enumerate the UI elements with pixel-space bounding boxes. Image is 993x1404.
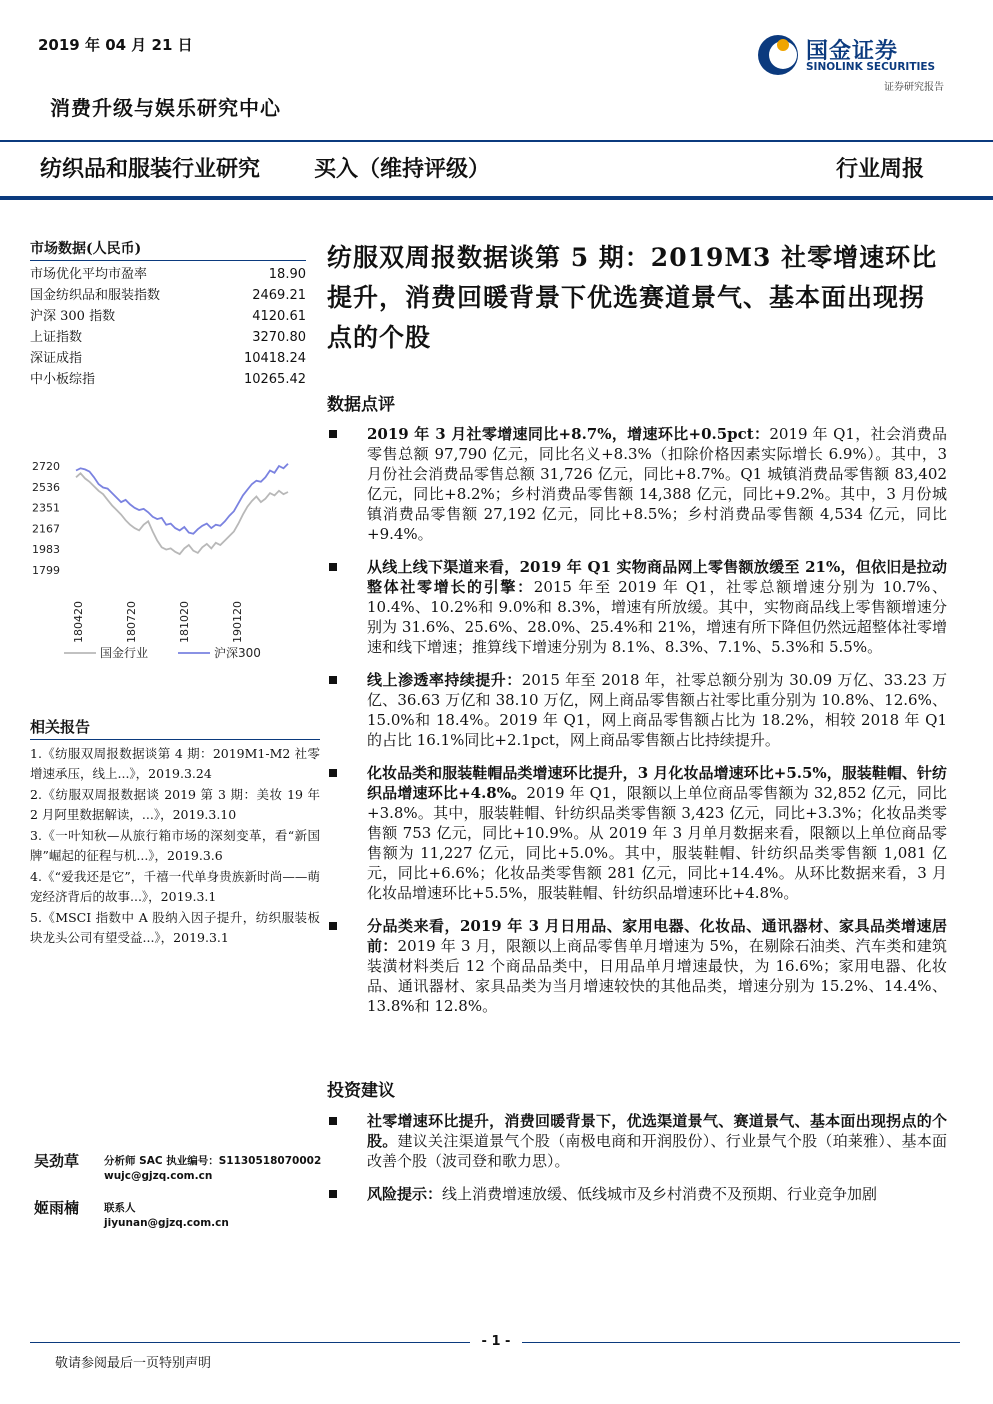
market-data-panel bbox=[30, 238, 306, 390]
market-data-value: 10418.24 bbox=[243, 351, 306, 366]
industry-label: 纺织品和服装行业研究 bbox=[40, 157, 261, 182]
x-tick-label: 181020 bbox=[178, 601, 191, 643]
bullet-lead: 从线上线下渠道来看，2019 年 Q1 实物商品网上零售额放缓至 21%，但依旧是拉动整体社零增长的引擎： bbox=[367, 558, 947, 596]
y-tick-label: 2167 bbox=[32, 522, 60, 536]
market-data-row bbox=[30, 348, 306, 369]
sinolink-logo-icon bbox=[756, 32, 800, 78]
bullet-paragraph bbox=[327, 1184, 947, 1204]
index-chart bbox=[30, 440, 320, 675]
analyst-email[interactable]: wujc@gjzq.com.cn bbox=[104, 1170, 213, 1182]
bullet-body: 2015 年至 2018 年，社零总额分别为 30.09 万亿、33.23 万亿、36.63 万亿和 38.10 万亿，网上商品零售额占社零比重分别为 10.8%、12.6%、15.0%和 18.4%。2019 年 Q1，网上商品零售额占比为 18.2%，相较 2018 年 Q1 的占比 16.1%同比+2.1pct，网上商品零售额占比持续提升。 bbox=[367, 671, 947, 749]
related-report-item[interactable]: 4.《“爱我还是它”，千禧一代单身贵族新时尚——萌宠经济背后的故事...》，2019.3.1 bbox=[30, 869, 320, 904]
section-review-heading: 数据点评 bbox=[327, 395, 395, 415]
bullet-body: 2015 年至 2019 年 Q1，社零总额增速分别为 10.7%、10.4%、10.2%和 9.0%和 8.3%，增速有所放缓。其中，实物商品线上零售额增速分别为 31.6%、25.6%、28.0%、25.4%和 21%，增速有所下降但仍然远超整体社零增速和线下增速；推算线下增速分别为 8.1%、8.3%、7.1%、5.3%和 5.5%。 bbox=[367, 578, 947, 656]
bullet-lead: 分品类来看，2019 年 3 月日用品、家用电器、化妆品、通讯器材、家具品类增速居前： bbox=[367, 917, 947, 955]
legend-label: 国金行业 bbox=[100, 646, 149, 660]
report-type: 行业周报 bbox=[836, 156, 925, 182]
market-data-label: 国金纺织品和服装指数 bbox=[30, 288, 161, 303]
related-report-item[interactable]: 2.《纺服双周报数据谈 2019 第 3 期：美妆 19 年 2 月阿里数据解读，...》，2019.3.10 bbox=[30, 787, 320, 822]
y-tick-label: 1799 bbox=[32, 564, 60, 577]
brand-name-cn: 国金证券 bbox=[806, 39, 899, 64]
market-data-value: 4120.61 bbox=[252, 309, 306, 324]
disclaimer-note: 敬请参阅最后一页特别声明 bbox=[55, 1356, 212, 1371]
bullet-paragraph bbox=[327, 916, 947, 1016]
bullet-lead: 化妆品类和服装鞋帽品类增速环比提升，3 月化妆品增速环比+5.5%，服装鞋帽、针纺织品增速环比+4.8%。 bbox=[367, 764, 947, 802]
bullet-lead: 线上渗透率持续提升： bbox=[367, 671, 522, 689]
contact-email[interactable]: jiyunan@gjzq.com.cn bbox=[104, 1217, 229, 1229]
bullet-paragraph bbox=[327, 424, 947, 544]
market-data-label: 上证指数 bbox=[30, 330, 83, 345]
x-tick-label: 180720 bbox=[125, 601, 138, 643]
x-tick-label: 180420 bbox=[72, 601, 85, 643]
bullet-paragraph bbox=[327, 1111, 947, 1171]
market-data-label: 深证成指 bbox=[30, 351, 83, 366]
review-bullets bbox=[327, 424, 947, 1029]
contact-role: 联系人 bbox=[104, 1202, 136, 1214]
bullet-body: 2019 年 Q1，限额以上单位商品零售额为 32,852 亿元，同比+3.8%。其中，服装鞋帽、针纺织品类零售额 3,423 亿元，同比+3.3%；化妆品类零售额 753 亿元，同比+10.9%。从 2019 年 3 月单月数据来看，限额以上单位商品零售额为 11,227 亿元，同比+5.0%。其中，服装鞋帽、针纺织品类零售额 1,081 亿元，同比+6.6%；化妆品类零售额 281 亿元，同比+14.4%。从环比数据来看，3 月化妆品增速环比+5.5%，服装鞋帽、针纺织品增速环比+4.8%。 bbox=[367, 784, 947, 902]
analyst-card bbox=[30, 1150, 330, 1196]
analyst-sac-id: 分析师 SAC 执业编号：S1130518070002 bbox=[104, 1155, 322, 1167]
analyst-name: 吴劲草 bbox=[34, 1152, 80, 1170]
market-data-row bbox=[30, 264, 306, 285]
contact-card bbox=[30, 1197, 330, 1243]
related-report-item[interactable]: 1.《纺服双周报数据谈第 4 期：2019M1-M2 社零增速承压，线上...》，2019.3.24 bbox=[30, 746, 320, 781]
related-reports-title: 相关报告 bbox=[30, 716, 320, 740]
market-data-label: 沪深 300 指数 bbox=[30, 309, 116, 324]
bullet-body: 建议关注渠道景气个股（南极电商和开润股份）、行业景气个股（珀莱雅）、基本面改善个股（波司登和歌力思）。 bbox=[367, 1132, 947, 1170]
brand-logo bbox=[756, 30, 946, 92]
market-data-row bbox=[30, 327, 306, 348]
market-data-row bbox=[30, 369, 306, 390]
x-tick-label: 190120 bbox=[231, 601, 244, 643]
market-data-row bbox=[30, 285, 306, 306]
page-number: - 1 - bbox=[470, 1334, 522, 1349]
contact-info bbox=[104, 1201, 229, 1231]
bullet-lead: 社零增速环比提升，消费回暖背景下，优选渠道景气、赛道景气、基本面出现拐点的个股。 bbox=[367, 1112, 947, 1150]
related-report-item[interactable]: 3.《一叶知秋—从旅行箱市场的深刻变革，看“新国牌”崛起的征程与机...》，2019.3.6 bbox=[30, 828, 320, 863]
y-tick-label: 2536 bbox=[32, 480, 60, 494]
bullet-body: 2019 年 3 月，限额以上商品零售单月增速为 5%，在剔除石油类、汽车类和建筑装潢材料类后 12 个商品品类中，日用品单月增速最快，为 16.6%；家用电器、化妆品、通讯器材、家具品类为当月增速较快的其他品类，增速分别为 15.2%、14.4%、13.8%和 12.8%。 bbox=[367, 937, 947, 1015]
market-data-row bbox=[30, 306, 306, 327]
legend-label: 沪深300 bbox=[214, 646, 261, 660]
brand-name-en: SINOLINK SECURITIES bbox=[806, 61, 936, 73]
index-chart-svg bbox=[30, 440, 320, 675]
brand-subtitle: 证券研究报告 bbox=[884, 82, 944, 93]
section-advice-heading: 投资建议 bbox=[327, 1081, 395, 1101]
market-data-value: 3270.80 bbox=[252, 330, 306, 345]
bullet-paragraph bbox=[327, 670, 947, 750]
y-tick-label: 2720 bbox=[32, 460, 60, 473]
report-title: 纺服双周报数据谈第 5 期：2019M3 社零增速环比提升，消费回暖背景下优选赛道景气、基本面出现拐点的个股 bbox=[327, 243, 938, 352]
bullet-body: 2019 年 Q1，社会消费品零售总额 97,790 亿元，同比名义+8.3%（扣除价格因素实际增长 6.9%）。其中，3 月份社会消费品零售总额 31,726 亿元，同比+8.7%。Q1 城镇消费品零售额 83,402 亿元，同比+8.2%；乡村消费品零售额 14,388 亿元，同比+9.2%。其中，3 月份城镇消费品零售额 27,192 亿元，同比+8.5%；乡村消费品零售额 4,534 亿元，同比+9.4%。 bbox=[367, 425, 947, 543]
market-data-rows bbox=[30, 264, 306, 390]
bullet-paragraph bbox=[327, 763, 947, 903]
analyst-info bbox=[104, 1154, 321, 1184]
market-data-value: 18.90 bbox=[268, 267, 306, 282]
related-reports-list bbox=[30, 744, 320, 948]
related-report-item[interactable]: 5.《MSCI 指数中 A 股纳入因子提升，纺织服装板块龙头公司有望受益...》，2019.3.1 bbox=[30, 910, 320, 945]
related-reports bbox=[30, 716, 320, 949]
research-center: 消费升级与娱乐研究中心 bbox=[50, 96, 281, 120]
header-band bbox=[0, 196, 993, 200]
bullet-paragraph bbox=[327, 557, 947, 657]
header-divider bbox=[0, 140, 993, 142]
market-data-label: 中小板综指 bbox=[30, 372, 96, 387]
bullet-body: 线上消费增速放缓、低线城市及乡村消费不及预期、行业竞争加剧 bbox=[442, 1185, 878, 1203]
market-data-title: 市场数据(人民币) bbox=[30, 238, 306, 261]
report-date: 2019 年 04 月 21 日 bbox=[38, 36, 193, 54]
market-data-value: 10265.42 bbox=[243, 372, 306, 387]
y-tick-label: 2351 bbox=[32, 501, 60, 515]
contact-name: 姬雨楠 bbox=[34, 1199, 80, 1217]
advice-bullets bbox=[327, 1111, 947, 1217]
series-line-industry bbox=[76, 473, 288, 554]
market-data-label: 市场优化平均市盈率 bbox=[30, 267, 148, 282]
market-data-value: 2469.21 bbox=[252, 288, 306, 303]
y-tick-label: 1983 bbox=[32, 543, 60, 557]
bullet-lead: 风险提示： bbox=[367, 1185, 443, 1203]
rating-label: 买入（维持评级） bbox=[314, 157, 491, 182]
bullet-lead: 2019 年 3 月社零增速同比+8.7%，增速环比+0.5pct： bbox=[367, 425, 770, 443]
